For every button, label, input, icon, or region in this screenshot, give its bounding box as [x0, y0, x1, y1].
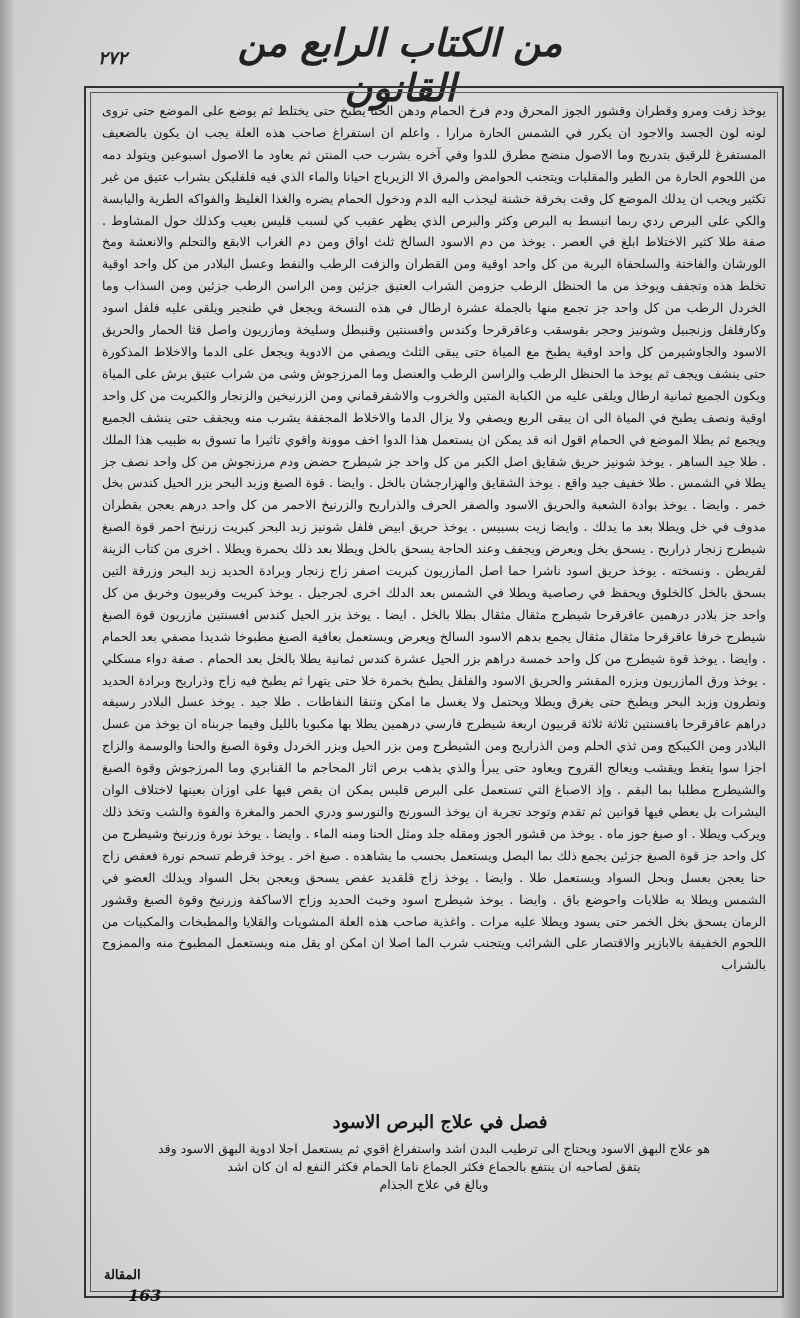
section-heading: فصل في علاج البرص الاسود — [332, 1112, 548, 1133]
section-line: هو علاج البهق الاسود ويحتاج الى ترطيب البدن اشد واستفراغ اقوي ثم يستعمل اجلا ادوية البهق الاسود وقد — [158, 1141, 710, 1156]
section-line: وبالغ في علاج الجذام — [379, 1177, 489, 1192]
page-number: 163 — [128, 1286, 162, 1305]
paragraph: يوخذ زفت ومرو وقطران وقشور الجوز المحرق ودم فرخ الحمام ودهن الحنا يطبخ حتى يختلط ثم يوضع على الموضع حتى تروى لونه لون الجسد والاجود ان يكرر في الشمس الحارة مرارا . واعلم ان استفراغ صاحب هذه العلة يجب ان يكون بالضعيف المستفرغ للرقيق بتدريج وما الاصول منضج مطرق للدوا وفي آخره بشرب حب المنتن ثم يعاود ما الاصول اسبوعين ويتولد دمه من اللحوم الحارة من الطير والمقليات ويتجنب الحوامض والمرق الا الزيرباج احيانا والماء الذي فيه فلفليكن بشراب عتيق من غير تكثير ويجب ان يدلك الموضع كل وقت بخرقة خشنة ليجذب اليه الدم ودخول الحمام يضره والغذا الغليظ والفواكه الطرية واليابسة والكي على البرص ردي ربما انبسط به البرص وكثر والبرص الذي يظهر عقيب كي لسبب قليس بعيب وكذلك حول المشاوط . صفة طلا كثير الاختلاط ابلغ في العصر . يوخذ من دم الاسود السالخ ثلث اواق ومن دم الغراب الابقع والتحلم والانعشة ومخ الورشان والفاختة والسلحفاة البرية من كل واحد اوقية ومن القطران والزفت الرطب والنفط وعسل البلادر من كل واحد اوقية تخلط هذه وتجفف ويوخذ من ما الحنظل الرطب جزومن الشراب العتيق جزئين ومن الراسن الرطب جزئين ومن السذاب وما الخردل الرطب من كل واحد جز تجمع منها بالجملة عشرة ارطال في هذه النسخة ويجعل في طنجير ويلقى عليه فلفل اسود وكارفلفل وزنجبيل وشونيز وحجر بقوسقب وعاقرقرحا وكندس وافسنتين وقنبطل وسليخة ومازريون واصل قثا الحمار والحريق الاسود والجاوشيرمن كل واحد اوقية يطبخ مع المياة حتى يبقى الثلث ويصفي من الادوية ويجعل على الدما والاخلاط المذكورة حتى ينشف ويجف ثم يوخذ ما الحنظل الرطب والراسن الرطب والعنصل وما المرزجوش وشى من شراب عتيق برش على المياة ويكون الجميع ثمانية ارطال ويلقى عليه من الكبابة المتين والخروب والاشقرقماني ومن الزرنيخين والزنجار والكبريت من كل واحد اوقية ونصف يطبخ في المياة الى ان يبقى الربع ويصفي ولا يزال الدما والاخلاط المجففة يشرب منه ويجفف حتى ينشف الجميع ويجمع ثم يطلا الموضع في الحمام اقول انه قد يمكن ان يستعمل هذا الدوا اخف موونة واقوي تاثيرا ما تسوق به طبيب هذا الملك . طلا جيد الساهر . يوخذ شونيز حريق شقايق اصل الكبر من كل واحد جز شيطرج حضض ودم مرزنجوش من كل واحد نصف جز يطلا في الشمس . طلا خفيف جيد واقع . يوخذ الشقايق والهزارجشان بالخل . وايضا . قوة الصبغ وزبد البحر بزر الحيل كندس بخل خمر . وايضا . يوخذ بوادة الشعبة والحريق الاسود والصفر الحرف والذراريح والزرنيخ الاحمر من كل واحد درهم يعجن بقطران مدوف في خل ويطلا بعد ما يدلك . وايضا زيت بسبيس . يوخذ حريق ابيض فلفل شونيز زبد البحر كبريت زرنيخ احمر قوة الصبغ شيطرج زنجار ذراريح . يسحق بخل ويعرض ويجفف وعند الحاجة يسحق بالخل ويطلا بعد ذلك بحمرة ويطلا . اخرى من كتاب الزينة لقريطن . ونسخته . يوخذ حريق اسود ناشرا حما اصل المازريون كبريت اصفر زاج زنجار وبرادة الحديد زبد البحر وزرقة التين بسحق بالخل كالخلوق ويحفظ في رصاصية ويطلا في الشمس بعد الدلك اخرى لجرجيل . يوخذ كبريت وفربيون وخربق من كل واحد جز بلادر درهمين عاقرقرحا شيطرج مثقال مثقال بطلا بالخل . ايضا . يوخذ بزر الحيل كندس افسنتين مازريون قوة الصبغ شيطرج خرفا عاقرقرحا مثقال مثقال يجمع بدهم الاسود السالخ ويعرض ويستعمل بعافية الصبغ مطبوخا شديدا مصفي بعد الحمام . وايضا . يوخذ قوة شيطرج من كل واحد خمسة دراهم بزر الحيل عشرة كندس ثمانية يطلا بالخل بعد الحمام . صفة دواء مسكلي . يوخذ ورق المازريون وبزره المقشر والحريق الاسود والفلفل يطبخ بخمرة خلا حتى يتهرا ثم يطبخ فيه زاج وذراريح وبرادة الحديد ونطرون وزبد البحر ويطبخ حتى يغرق ويطلا ويحتمل ولا يغسل ما امكن وتنقا النفاطات . طلا جيد . يوخذ عسل البلادر رسيفه دراهم عاقرقرحا بافسنتين ثلاثة ثلاثة قربيون اربعة شيطرج فارسي درهمين يطلا بها مكبوبا بالليل وفيما جربناه ان يوخذ من عسل البلادر ومن الكيبكج ومن ثذي الحلم ومن الذراريح ومن الشيطرج ومن بزر الحيل وبزر الخردل وقوة الصبغ والحنا والوسمة والزاج اجزا سوا يتغط ويقشب ويعالج القروح ويعاود حتى يبرأ والذي يذهب برص اثار المحاجم ما القنابري وما المرزجوش وقوة الصبغ والشيطرج مطلبا بما البقم . وإذ الاصباغ التي تستعمل على البرص قليس يمكن ان يقص فيها على اوزان بعينها لاختلاف الوان البشرات بل يعطي فيها قوانين ثم تقدم وتوجد تجربة ان يوخذ السورنج والنورسو ودري الحمر والمغرة والفوة والشب وتخذ ذلك ويركب ويطلا . او صبغ جوز ماه . يوخذ من قشور الجوز ومقله جلد ومثل الحنا ومنه الماء . وايضا . يوخذ نورة وزرنيخ وشيطرج من كل واحد جز قوة الصبغ جزئين يجمع ذلك بما البصل ويستعمل بحسب ما يشاهده . صبغ اخر . يوخذ قرطم تسحم نورة فعفص زاج حنا يعجن بعسل وبحل السواد ويستعمل طلا . وايضا . يوخذ زاج قلقديد عفص يسحق ويعجن بخل السواد ويدلك العضو في الشمس ويطلا به طلايات واحوضع باق . وايضا . يوخذ شيطرج اسود وخبث الحديد وزاج الاساكفة وزرنيخ وقوة الصبغ وقشور الرمان يسحق بخل الخمر حتى يسود ويطلا عليه مرات . واغذية صاحب هذه العلة المشويات والقلايا والمطبخات والمكبيات من اللحوم الخفيفة بالابازير والاقتصار على الشرائب ويتجنب شرب الما اصلا ان امكن او يقل منه ويستعمل المطبوخ منه والممزوج بالشراب — [102, 103, 767, 973]
running-header-page-label: ٢٧٢ — [98, 48, 128, 69]
main-text-block — [102, 100, 766, 976]
catchword: المقالة — [104, 1268, 141, 1283]
section-line: يتفق لصاحبه ان ينتفع بالجماع فكثر الجماع ناما الحمام فكثر النفع له ان كان اشد — [227, 1159, 641, 1174]
running-header-title: من الكتاب الرابع من القانون — [237, 20, 563, 110]
section-text-block — [102, 1140, 766, 1194]
binding-shadow-left — [0, 0, 16, 1318]
